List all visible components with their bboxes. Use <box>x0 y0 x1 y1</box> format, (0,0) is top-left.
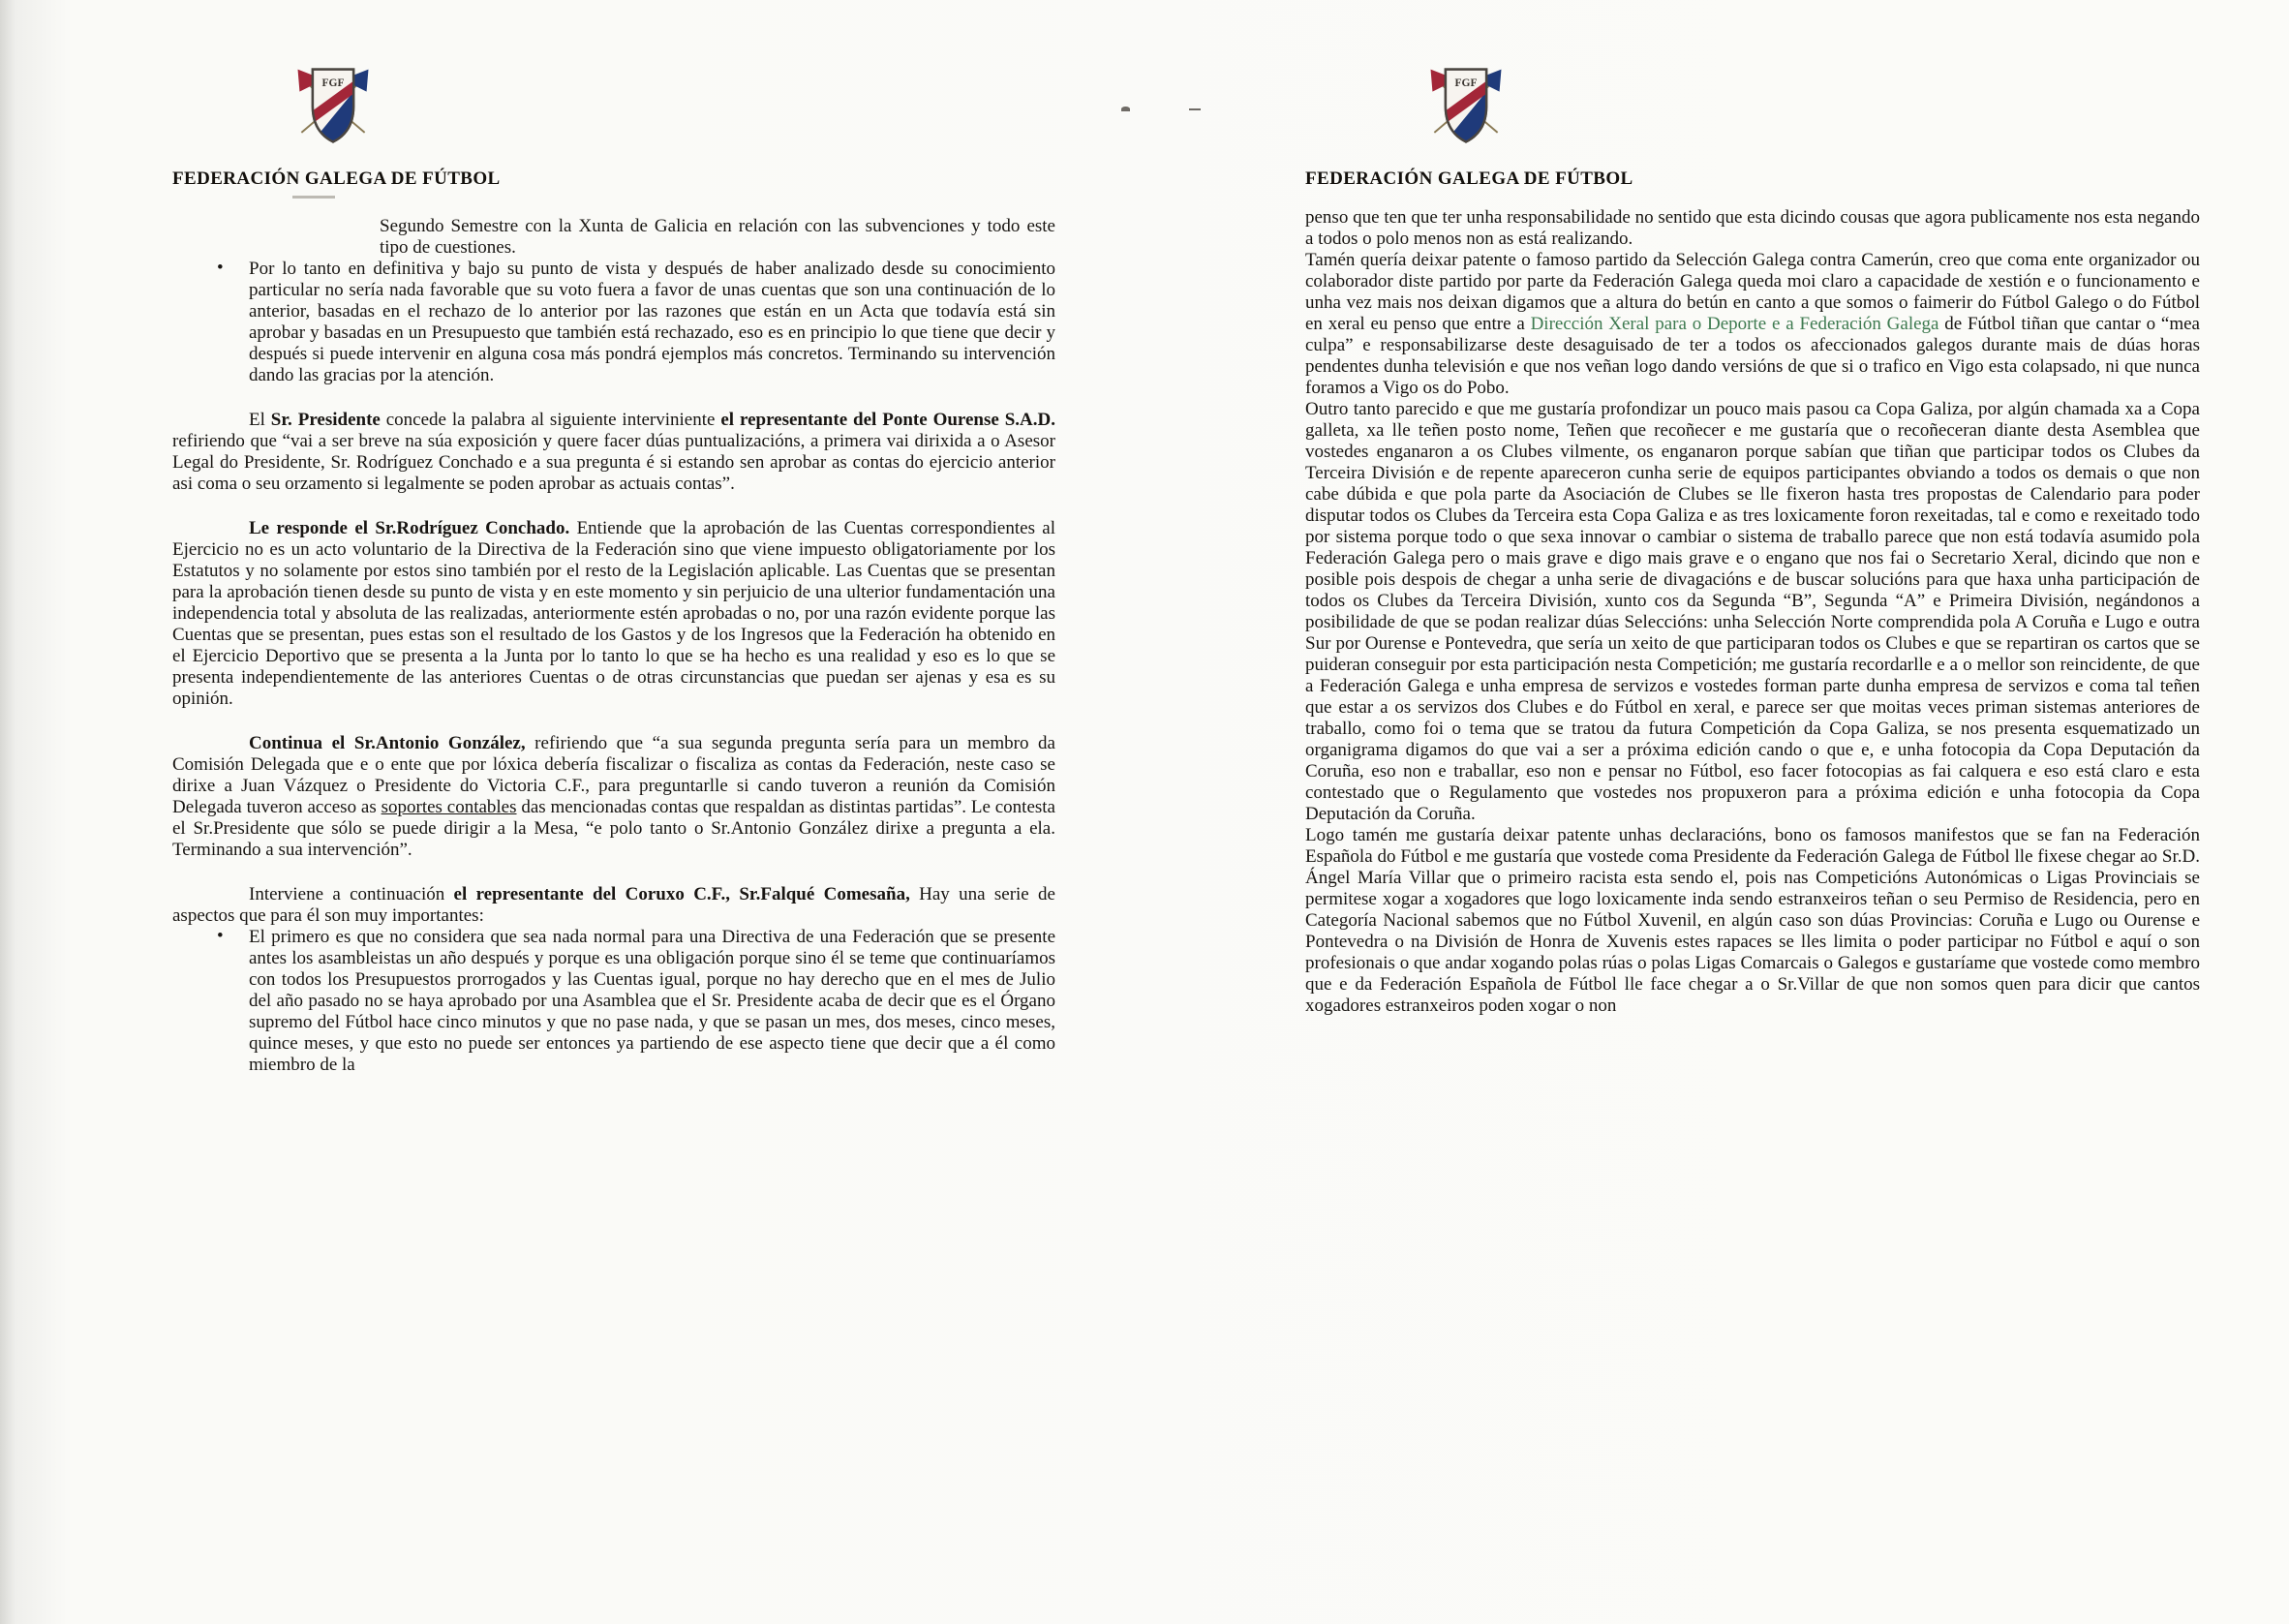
crest-icon <box>287 50 380 163</box>
text-segment: Por lo tanto en definitiva y bajo su punto de vista y después de haber analizado desde su conocimiento particular no sería nada favorable que su voto fuera a favor de unas cuentas que son una continuación de lo anterior, basadas en el rechazo de lo anterior por las razones que están en un Acta que todavía está sin aprobar y basadas en un Presupuesto que también está rechazado, eso es en principio lo que tiene que decir y después si puede intervenir en alguna cosa más pondrá ejemplos más concretos. Terminando su intervención dando las gracias por la atención. <box>249 259 1055 385</box>
paragraph <box>1305 825 2200 1017</box>
text-segment: soportes contables <box>381 797 517 817</box>
text-segment: Tamén quería deixar patente o famoso partido da Selección Galega contra Camerún, creo que coma ente organizador ou colaborador diste partido por parte da Federación Galega queda moi claro a capacidade de xestión e o funcionamento e unha vez mais nos deixan digamos que a altura do betún en canto a que somos o faimerir do Fútbol Galego o do Fútbol en xeral eu penso que entre a <box>1305 250 2200 334</box>
text-segment: refiriendo que “vai a ser breve na súa exposición y quere facer dúas puntualizacións, a primera vai dirixida a o Asesor Legal do Presidente, Sr. Rodríguez Conchado e a sua pregunta é si estando sen aprobar as contas do ejercicio anterior asi coma o seu orzamento si legalmente se poden aprobar as actuais contas”. <box>172 431 1055 494</box>
paragraph <box>1305 207 2200 250</box>
text-segment: Dirección Xeral para o Deporte e a Federación Galega <box>1530 314 1939 334</box>
crest-monogram: FGF <box>1454 77 1478 89</box>
bullet-icon: • <box>217 258 224 278</box>
text-segment: Segundo Semestre con la Xunta de Galicia en relación con las subvenciones y todo este tipo de cuestiones. <box>380 216 1055 258</box>
text-segment: refiriendo que “a sua segunda pregunta sería para un membro da Comisión Delegada que e o ente que por lóxica debería fiscalizar o fiscaliza as contas da Federación, neste caso se dirixe a Juan Vázquez o Presidente do Victoria C.F., para preguntarlle si cando tuveron a reunión da Comisión Delegada tuveron acceso as <box>172 733 1055 817</box>
scan-artifact <box>1189 108 1201 110</box>
paragraph <box>172 410 1055 495</box>
text-segment: Entiende que la aprobación de las Cuentas correspondientes al Ejercicio no es un acto voluntario de la Directiva de la Federación sino que viene impuesto obligatoriamente por los Estatutos y no solamente por estos sino también por el resto de la Legislación aplicable. Las Cuentas que se presentan para la aprobación tienen desde su punto de vista y en este momento y sin perjuicio de una ulterior fundamentación una independencia total y absoluta de las realizadas, anteriormente estén aprobadas o no, por una razón evidente porque las Cuentas que se presentan, pues estas son el resultado de los Gastos y de los Ingresos que la Federación ha obtenido en el Ejercicio Deportivo que se presenta a la Junta por lo tanto lo que se ha hecho es una realidad y eso es lo que se presenta independientemente de las anteriores Cuentas o de otras circunstancias que puedan ser ajenas y esa es su opinión. <box>172 518 1056 709</box>
text-segment: Continua el Sr.Antonio González, <box>249 733 526 753</box>
text-segment: el representante del Ponte Ourense S.A.D. <box>720 410 1055 430</box>
text-segment: Le responde el Sr.Rodríguez Conchado. <box>249 518 570 538</box>
text-segment: Hay una serie de aspectos que para él son muy importantes: <box>172 884 1055 926</box>
federation-crest-logo <box>1419 50 1512 163</box>
paragraph <box>172 927 1055 1076</box>
header-dash <box>292 196 335 199</box>
federation-crest-logo <box>287 50 380 163</box>
crest-icon <box>1419 50 1512 163</box>
text-segment: penso que ten que ter unha responsabilidade no sentido que esta dicindo cousas que agora publicamente nos esta negando a todos o polo menos non as está realizando. <box>1305 207 2200 249</box>
paragraph <box>172 884 1055 927</box>
paragraph <box>172 259 1055 386</box>
text-segment: El primero es que no considera que sea nada normal para una Directiva de una Federación que se presente antes los asambleistas un año después y porque es una obligación porque sino él se teme que continuaríamos con todos los Presupuestos prorrogados y las Cuentas igual, porque no hay derecho que en el mes de Julio del año pasado no se haya aprobado por una Asamblea que el Sr. Presidente acaba de decir que es el Órgano supremo del Fútbol hace cinco minutos y que no pase nada, y que se pasan un mes, dos meses, cinco meses, quince meses, y que esto no puede ser entonces ya partiendo de ese aspecto tiene que decir que a él como miembro de la <box>249 927 1055 1075</box>
paragraph <box>1305 399 2200 825</box>
text-segment: de Fútbol tiñan que cantar o “mea culpa” e responsabilizarse deste desaguisado de ter a todos os afeccionados galegos durante mais de dúas horas pendentes dunha televisión e que nos veñan logo dando versións de que si o trafico en Vigo esta colapsado, ni que nunca foramos a Vigo os do Pobo. <box>1305 314 2200 398</box>
page-body-left <box>172 216 1055 1076</box>
bullet-icon: • <box>217 926 224 946</box>
text-segment: das mencionadas contas que respaldan as distintas partidas”. Le contesta el Sr.Presidente que sólo se puede dirigir a la Mesa, “e polo tanto o Sr.Antonio González dirixe a pregunta a ela. Terminando a sua intervención”. <box>172 797 1055 860</box>
paragraph <box>172 518 1055 710</box>
text-segment: Logo tamén me gustaría deixar patente unhas declaracións, bono os famosos manifestos que se fan na Federación Española do Fútbol e me gustaría que vostede coma Presidente da Federación Galega de Fútbol lle fixese chegar ao Sr.D. Ángel María Villar que o primeiro racista esta sendo el, pois nas Competicións Autonómicas o Ligas Provinciais se permitese xogar a xogadores que logo loxicamente inda sendo estranxeiros teñan o seu Permiso de Residencia, pero en Categoría Nacional sabemos que no Fútbol Xuvenil, en algún caso son dúas Provincias: Coruña e Lugo ou Ourense e Pontevedra o na División de Honra de Xuvenis estes rapaces se lles limita o poder participar no Fútbol e aquí o son profesionais o que andar xogando polas rúas o polas Ligas Comarcais o Galegos e gustaríame que vostede como membro que e da Federación Española de Fútbol lle face chegar a o Sr.Villar de que non somos quen para dicir que cantos xogadores estranxeiros poden xogar o non <box>1305 825 2200 1016</box>
text-segment: Outro tanto parecido e que me gustaría profondizar un pouco mais pasou ca Copa Galiza, por algún chamada xa a Copa galleta, xa lle teñen posto nome, Teñen que recoñecer e me gustaría que o recoñeceran diante desta Asemblea que vostedes enganaron a os Clubes vilmente, os enganaron porque sabían que tiñan que participar todos os Clubes da Terceira División e de repente apareceron cunha serie de equipos participantes obviando a todos os demais o que non cabe dúbida e que pola parte da Asociación de Clubes se lle fixeron hasta tres propostas de Calendario para poder disputar todos os Clubes da Terceira esta Copa Galiza e as tres loxicamente foron rexeitadas, tal e como e rexeitado todo por sistema porque todo o que sexa innovar o cambiar o sistema de traballo parece que non está todavía asumido pola Federación Galega pero o mais grave e digo mais grave e o engano que nos fai o Secretario Xeral, dicindo que non e posible pois despois de chegar a unha serie de divagacións e de buscar solucións para que haxa unha participación de todos os Clubes da Terceira División, xunto cos da Segunda “B”, Segunda “A” e Primeira División, negándonos a posibilidade de que se podan realizar dúas Seleccións: unha Selección Norte comprendida pola A Coruña e Lugo e outra Sur por Ourense e Pontevedra, que sería un xeito de que participaran todos os Clubes e que se repartiran os cartos que se puideran conseguir por esta participación nesta Competición; me gustaría recordarlle e a o mellor son reincidente, de que a Federación Galega e unha empresa de servizos e vostedes forman parte dunha empresa de servizos e coma tal teñen que estar a os servizos dos Clubes e do Fútbol en xeral, e parece ser que moitas veces priman sistemas anteriores de traballo, como foi o tema que se tratou da futura Competición da Copa Galiza, se nos presenta esquematizado un organigrama digamos do que vai a ser a próxima edición cando o que e, e unha fotocopia da Copa Deputación da Coruña, eso non e traballar, eso non e pensar no Fútbol, eso facer fotocopias as fai calquera e eso está claro e esta contestado que o Regulamento que vostedes nos propuxeron para a próxima edición e unha fotocopia da Copa Deputación da Coruña. <box>1305 399 2200 824</box>
scan-artifact <box>1121 107 1130 111</box>
page-right <box>1305 41 2200 1017</box>
page-body-right <box>1305 207 2200 1017</box>
text-segment: Sr. Presidente <box>270 410 381 430</box>
paragraph <box>172 733 1055 861</box>
crest-monogram: FGF <box>321 77 345 89</box>
text-segment: concede la palabra al siguiente interviniente <box>380 410 721 430</box>
page-header-title: FEDERACIÓN GALEGA DE FÚTBOL <box>172 169 501 189</box>
page-left <box>172 41 1055 1076</box>
paragraph <box>380 216 1055 259</box>
page-header-title: FEDERACIÓN GALEGA DE FÚTBOL <box>1305 169 1633 189</box>
text-segment: el representante del Coruxo C.F., Sr.Falqué Comesaña, <box>453 884 910 904</box>
text-segment: El <box>249 410 271 430</box>
text-segment: Interviene a continuación <box>249 884 454 904</box>
paragraph <box>1305 250 2200 399</box>
